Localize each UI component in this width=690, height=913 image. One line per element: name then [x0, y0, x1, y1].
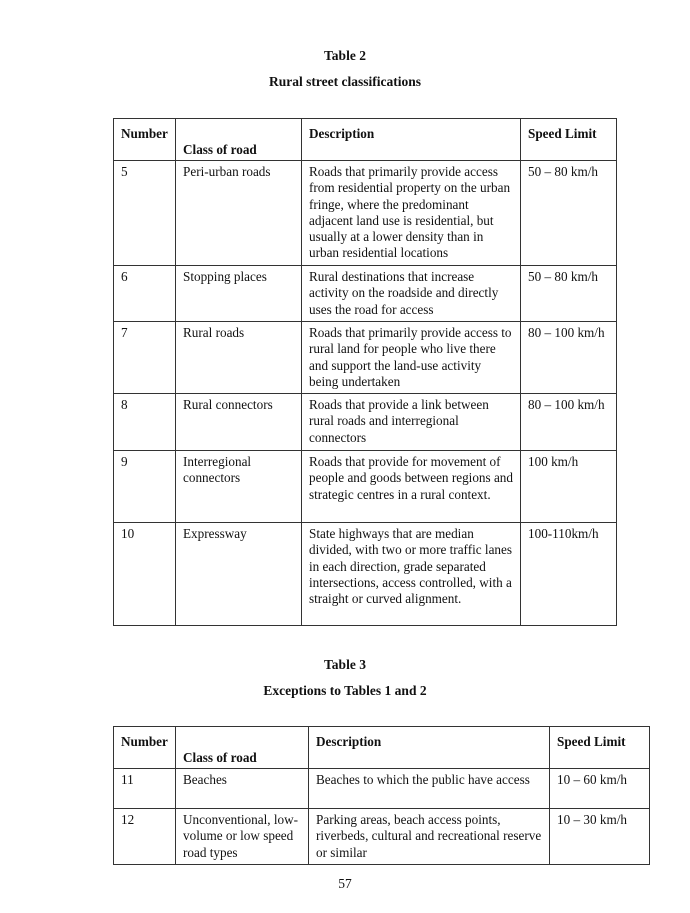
table-header-row	[114, 727, 650, 769]
cell-speed: 100 km/h	[521, 451, 617, 523]
table-header-row	[114, 119, 617, 161]
table-row	[114, 451, 617, 523]
table-row	[114, 322, 617, 394]
cell-number: 9	[114, 451, 176, 523]
header-number: Number	[114, 119, 176, 161]
cell-description: Roads that provide for movement of people and goods between regions and strategic centres in a rural context.	[302, 451, 521, 523]
cell-speed: 80 – 100 km/h	[521, 394, 617, 451]
header-class	[176, 119, 302, 161]
table-row	[114, 161, 617, 266]
cell-number: 6	[114, 266, 176, 322]
header-speed: Speed Limit	[521, 119, 617, 161]
header-number: Number	[114, 727, 176, 769]
header-description: Description	[302, 119, 521, 161]
cell-description: Rural destinations that increase activity on the roadside and directly uses the road for access	[302, 266, 521, 322]
cell-speed: 100-110km/h	[521, 523, 617, 626]
cell-class: Unconventional, low-volume or low speed road types	[176, 809, 309, 865]
cell-number: 5	[114, 161, 176, 266]
header-description: Description	[309, 727, 550, 769]
header-class-label: Class of road	[183, 750, 257, 765]
page-number: 57	[338, 876, 352, 891]
cell-class: Expressway	[176, 523, 302, 626]
cell-class: Beaches	[176, 769, 309, 809]
cell-speed: 10 – 60 km/h	[550, 769, 650, 809]
cell-class: Rural roads	[176, 322, 302, 394]
cell-class: Stopping places	[176, 266, 302, 322]
cell-description: Roads that provide a link between rural roads and interregional connectors	[302, 394, 521, 451]
cell-description: Beaches to which the public have access	[309, 769, 550, 809]
table-row	[114, 809, 650, 865]
header-speed: Speed Limit	[550, 727, 650, 769]
cell-number: 8	[114, 394, 176, 451]
table3-caption-title: Exceptions to Tables 1 and 2	[263, 683, 427, 698]
cell-speed: 50 – 80 km/h	[521, 161, 617, 266]
cell-description: Roads that primarily provide access to rural land for people who live there and support the land-use activity being undertaken	[302, 322, 521, 394]
cell-description: Roads that primarily provide access from residential property on the urban fringe, where the predominant adjacent land use is residential, but usually at a lower density than in urban residential locations	[302, 161, 521, 266]
cell-speed: 80 – 100 km/h	[521, 322, 617, 394]
table3	[113, 726, 650, 865]
cell-number: 12	[114, 809, 176, 865]
cell-class: Peri-urban roads	[176, 161, 302, 266]
table-row	[114, 523, 617, 626]
header-class	[176, 727, 309, 769]
table2-caption-title: Rural street classifications	[269, 74, 421, 89]
cell-speed: 50 – 80 km/h	[521, 266, 617, 322]
table3-caption-number: Table 3	[324, 657, 366, 672]
cell-speed: 10 – 30 km/h	[550, 809, 650, 865]
cell-description: Parking areas, beach access points, riverbeds, cultural and recreational reserve or similar	[309, 809, 550, 865]
table-row	[114, 266, 617, 322]
cell-number: 11	[114, 769, 176, 809]
cell-description: State highways that are median divided, with two or more traffic lanes in each direction, grade separated intersections, access controlled, with a straight or curved alignment.	[302, 523, 521, 626]
table2	[113, 118, 617, 626]
table-row	[114, 769, 650, 809]
cell-class: Rural connectors	[176, 394, 302, 451]
cell-class: Interregional connectors	[176, 451, 302, 523]
header-class-label: Class of road	[183, 142, 257, 157]
cell-number: 10	[114, 523, 176, 626]
cell-number: 7	[114, 322, 176, 394]
table2-caption-number: Table 2	[324, 48, 366, 63]
table-row	[114, 394, 617, 451]
